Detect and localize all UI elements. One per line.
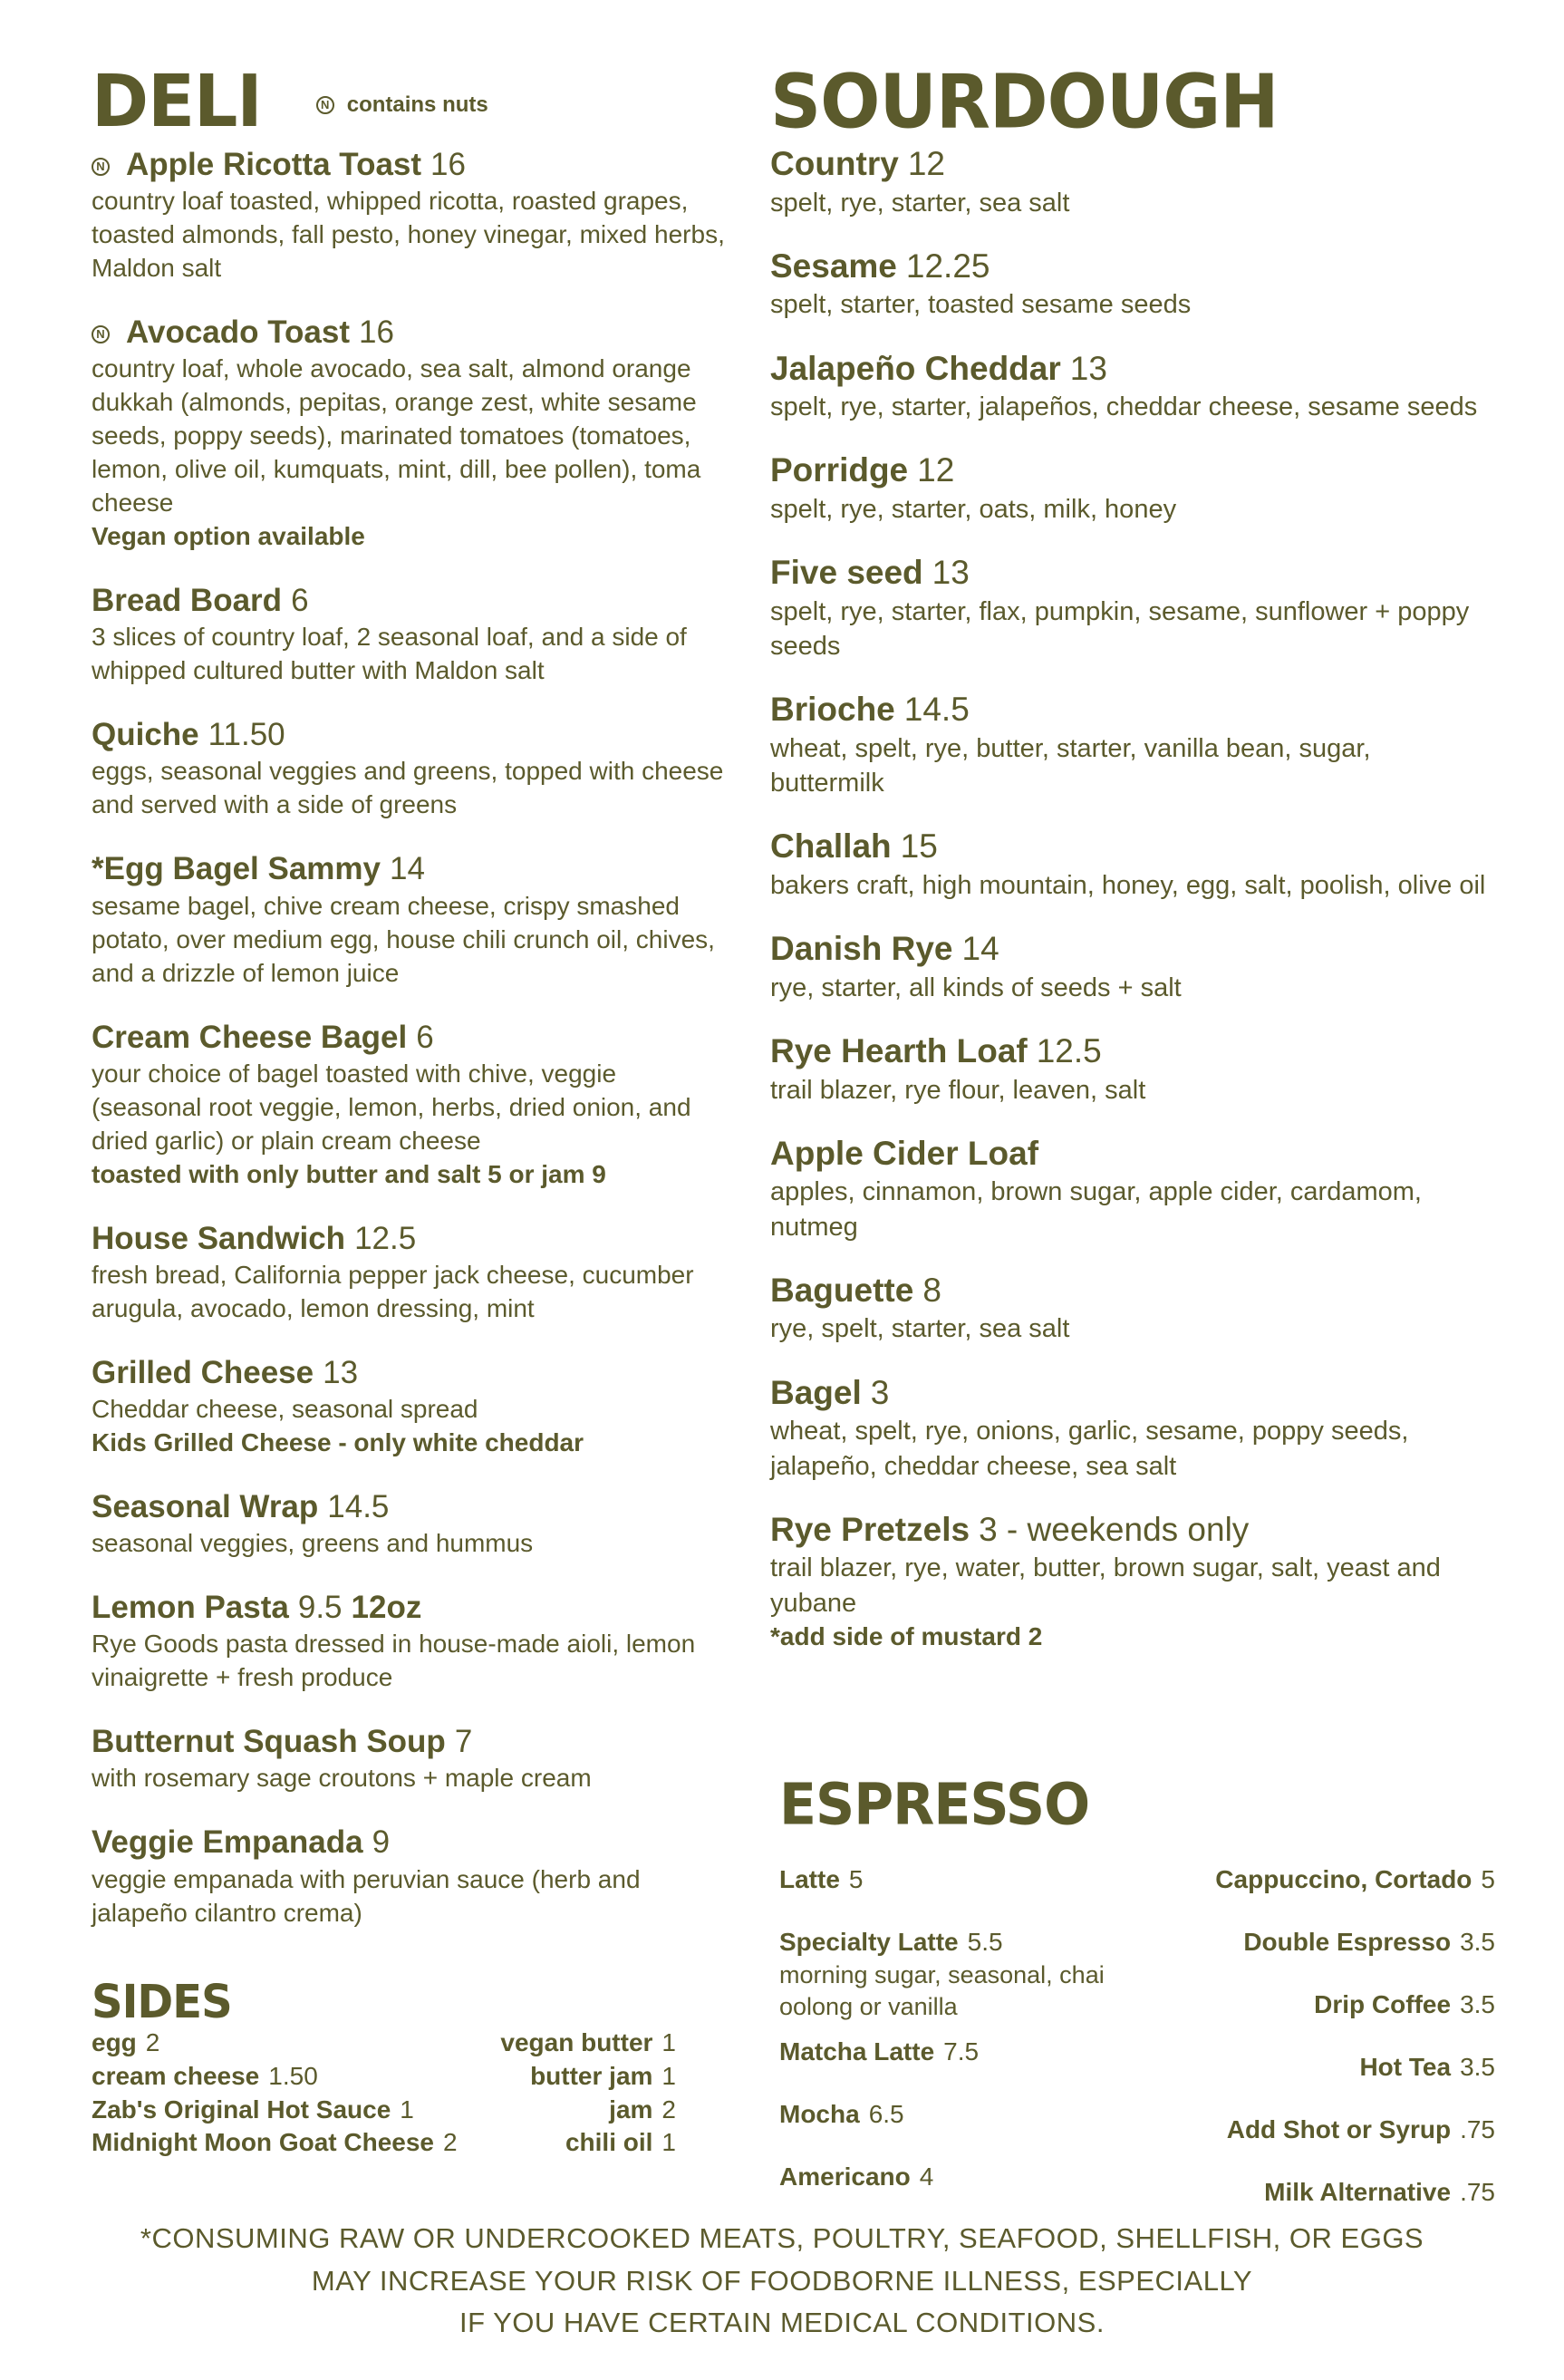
side-item-name: egg: [92, 2027, 137, 2056]
nut-icon: N: [316, 96, 334, 114]
drink-item-line: [1359, 2051, 1495, 2085]
side-item: [92, 2126, 458, 2160]
menu-item: [92, 314, 726, 554]
side-item-price: 2: [145, 2027, 160, 2056]
menu-item-price: 16: [430, 147, 466, 182]
menu-item-size: 12oz: [351, 1590, 422, 1626]
bread-item-price: 8: [922, 1271, 941, 1309]
bread-item-price: 14.5: [903, 691, 970, 729]
bread-item: [770, 930, 1486, 1005]
side-item-name: jam: [609, 2095, 653, 2124]
bread-item-name: Apple Cider Loaf: [770, 1134, 1039, 1172]
menu-item-price: 9: [372, 1824, 391, 1861]
sourdough-title: SOURDOUGH: [770, 59, 1279, 146]
bread-item: [770, 247, 1486, 323]
menu-item-name: Cream Cheese Bagel: [92, 1019, 408, 1055]
menu-item-title: [92, 1824, 726, 1861]
menu-item-name: Lemon Pasta: [92, 1590, 289, 1626]
drink-item-name: Hot Tea: [1359, 2052, 1452, 2081]
menu-item-description: Rye Goods pasta dressed in house-made aioli, lemon vinaigrette + fresh produce: [92, 1630, 696, 1692]
sides-left-column: [92, 2027, 458, 2161]
bread-item-name: Danish Rye: [770, 930, 953, 968]
bread-item-description: rye, starter, all kinds of seeds + salt: [770, 972, 1182, 1002]
menu-item-title: [92, 1020, 726, 1056]
drink-item: [1264, 2176, 1495, 2210]
bread-item: [770, 554, 1486, 663]
deli-header: [92, 58, 726, 144]
menu-item-price: 13: [323, 1354, 359, 1390]
menu-item-name: Apple Ricotta Toast: [126, 147, 422, 182]
side-item-name: cream cheese: [92, 2061, 260, 2090]
drink-item-line: [1314, 1988, 1495, 2022]
menu-item-note: toasted with only butter and salt 5 or jam 9: [92, 1159, 606, 1188]
menu-item-description: sesame bagel, chive cream cheese, crispy smashed potato, over medium egg, house chili crunch oil, chives, and a drizzle of lemon juice: [92, 891, 715, 987]
bread-item-name: Bagel: [770, 1373, 862, 1411]
bread-item: [770, 691, 1486, 800]
drink-item-line: [1215, 1863, 1495, 1897]
bread-item-name: Baguette: [770, 1271, 914, 1309]
menu-item-description: Cheddar cheese, seasonal spread: [92, 1394, 478, 1423]
menu-item-price: 16: [358, 314, 394, 351]
drink-item-price: 5: [848, 1865, 864, 1893]
bread-item-description: spelt, starter, toasted sesame seeds: [770, 290, 1192, 320]
bread-item-description: trail blazer, rye, water, butter, brown sugar, salt, yeast and yubane: [770, 1553, 1441, 1618]
side-item-name: vegan butter: [500, 2027, 653, 2056]
bread-item-title: [770, 247, 1486, 286]
drink-item-line: [779, 2161, 1160, 2194]
menu-item-title: [92, 1489, 726, 1525]
drink-item: [779, 2036, 1160, 2069]
drink-item-name: Americano: [779, 2162, 911, 2191]
side-item-price: 1: [661, 2027, 676, 2056]
menu-item: [92, 1590, 726, 1695]
menu-item-name: Bread Board: [92, 583, 283, 619]
drink-item-price: 4: [919, 2162, 934, 2191]
menu-item-description: fresh bread, California pepper jack cheese, cucumber arugula, avocado, lemon dressing, mint: [92, 1260, 694, 1322]
menu-item-title: [92, 147, 726, 183]
deli-title: DELI: [92, 58, 262, 144]
menu-item-description: with rosemary sage croutons + maple cream: [92, 1764, 592, 1793]
menu-item: [92, 1489, 726, 1561]
menu-item-price: 14: [390, 851, 425, 887]
menu-item-description: eggs, seasonal veggies and greens, topped with cheese and served with a side of greens: [92, 757, 724, 819]
menu-item-price: 14.5: [327, 1488, 390, 1524]
bread-item-description: spelt, rye, starter, jalapeños, cheddar cheese, sesame seeds: [770, 392, 1478, 422]
menu-item-name: Seasonal Wrap: [92, 1488, 319, 1524]
menu-item-price: 7: [454, 1724, 473, 1760]
side-item-price: 2: [443, 2128, 458, 2157]
drink-item-line: [779, 2098, 1160, 2132]
bread-item-description: apples, cinnamon, brown sugar, apple cider, cardamom, nutmeg: [770, 1177, 1422, 1242]
menu-item-price: 11.50: [208, 717, 285, 753]
bread-item-note: *add side of mustard 2: [770, 1621, 1043, 1650]
bread-item-price: 12.5: [1036, 1032, 1102, 1070]
nuts-legend: [316, 92, 488, 118]
drink-item-line: [779, 1926, 1160, 1959]
bread-item-title: [770, 554, 1486, 593]
side-item-price: 1: [661, 2128, 676, 2157]
bread-item-title: [770, 827, 1486, 866]
drink-item-name: Mocha: [779, 2100, 860, 2129]
side-item: [609, 2094, 676, 2127]
drink-item-name: Double Espresso: [1243, 1927, 1452, 1956]
bread-item-price: 12: [907, 145, 945, 182]
nut-icon: N: [92, 158, 110, 176]
drink-item-name: Milk Alternative: [1264, 2177, 1452, 2206]
side-item-price: 1: [661, 2061, 676, 2090]
sides-right-column: [500, 2027, 676, 2161]
bread-item-description: spelt, rye, starter, sea salt: [770, 188, 1070, 218]
bread-item-price: 12.25: [905, 247, 990, 285]
bread-item: [770, 1135, 1486, 1244]
bread-item: [770, 145, 1486, 220]
sides-list: [92, 2027, 676, 2161]
drink-item-line: [1243, 1926, 1495, 1959]
drink-item-name: Drip Coffee: [1314, 1989, 1452, 2018]
bread-item-title: [770, 1272, 1486, 1311]
bread-item-price: 13: [932, 554, 970, 592]
menu-item-price: 6: [291, 583, 309, 619]
drink-item-price: 3.5: [1460, 1927, 1495, 1956]
menu-item-description: your choice of bagel toasted with chive, veggie (seasonal root veggie, lemon, herbs, dried onion, and dried garlic) or plain cream cheese: [92, 1059, 691, 1155]
side-item-name: Zab's Original Hot Sauce: [92, 2095, 391, 2124]
drink-item-name: Specialty Latte: [779, 1927, 959, 1956]
bread-item-title: [770, 350, 1486, 389]
menu-item-price: 12.5: [354, 1220, 417, 1256]
bread-item-name: Porridge: [770, 451, 909, 489]
bread-item-name: Jalapeño Cheddar: [770, 349, 1061, 387]
drink-item: [1215, 1863, 1495, 1897]
bread-item-price: 14: [961, 930, 999, 968]
menu-item: [92, 1355, 726, 1460]
bread-item-title: [770, 145, 1486, 184]
bread-item-price: 3: [870, 1373, 890, 1411]
menu-item: [92, 1221, 726, 1326]
side-item: [92, 2060, 458, 2094]
bread-item-name: Brioche: [770, 691, 895, 729]
sourdough-menu-list: [770, 145, 1486, 1654]
drink-item-price: 5: [1481, 1865, 1495, 1893]
sourdough-column: [770, 59, 1486, 1681]
menu-item-price: 9.5: [297, 1590, 343, 1626]
drink-item-name: Latte: [779, 1865, 840, 1893]
espresso-title: ESPRESSO: [779, 1771, 1090, 1839]
menu-item: [92, 1020, 726, 1192]
bread-item: [770, 1374, 1486, 1484]
menu-item: [92, 717, 726, 822]
drink-item: [1314, 1988, 1495, 2022]
bread-item-name: Rye Hearth Loaf: [770, 1032, 1028, 1070]
menu-item-title: [92, 851, 726, 887]
menu-item-description: country loaf toasted, whipped ricotta, roasted grapes, toasted almonds, fall pesto, honey vinegar, mixed herbs, Maldon salt: [92, 187, 725, 283]
menu-item: [92, 1724, 726, 1795]
side-item-price: 1.50: [268, 2061, 318, 2090]
drink-item: [1359, 2051, 1495, 2085]
menu-item-description: country loaf, whole avocado, sea salt, almond orange dukkah (almonds, pepitas, orange zest, white sesame seeds, poppy seeds), marinated tomatoes (tomatoes, lemon, olive oil, kumquats, mint, dill, bee pollen), toma cheese: [92, 354, 701, 518]
menu-item: [92, 147, 726, 285]
drink-item-line: [1227, 2114, 1495, 2147]
side-item-price: 1: [400, 2095, 414, 2124]
menu-item-price: 6: [416, 1019, 434, 1055]
menu-item-title: [92, 1355, 726, 1391]
menu-item-title: [92, 717, 726, 753]
drink-item-price: 5.5: [967, 1927, 1003, 1956]
menu-item-title: [92, 1590, 726, 1626]
bread-item-description: bakers craft, high mountain, honey, egg, salt, poolish, olive oil: [770, 870, 1486, 900]
bread-item-price: 15: [900, 827, 938, 866]
bread-item: [770, 451, 1486, 527]
drink-item: [779, 2098, 1160, 2132]
bread-item-description: spelt, rye, starter, oats, milk, honey: [770, 494, 1177, 524]
disclaimer-line: MAY INCREASE YOUR RISK OF FOODBORNE ILLNESS, ESPECIALLY: [311, 2264, 1253, 2297]
side-item: [530, 2060, 676, 2094]
menu-item-description: 3 slices of country loaf, 2 seasonal loaf, and a side of whipped cultured butter with Maldon salt: [92, 623, 687, 685]
bread-item-description: wheat, spelt, rye, onions, garlic, sesame, poppy seeds, jalapeño, cheddar cheese, sea salt: [770, 1417, 1409, 1481]
bread-item: [770, 827, 1486, 903]
deli-column: [92, 58, 726, 2160]
menu-item-note: Vegan option available: [92, 522, 365, 551]
bread-item: [770, 1272, 1486, 1347]
drink-item-options: morning sugar, seasonal, chai oolong or vanilla: [779, 1960, 1105, 2020]
espresso-list: [779, 1863, 1495, 2239]
nut-icon: N: [92, 325, 110, 343]
bread-item-title: [770, 930, 1486, 969]
drink-item: [779, 1863, 1160, 1897]
menu-item-note: Kids Grilled Cheese - only white cheddar: [92, 1427, 584, 1456]
drink-item-price: .75: [1460, 2114, 1495, 2143]
drink-item-price: .75: [1460, 2177, 1495, 2206]
bread-item-title: [770, 1135, 1486, 1174]
drink-item-name: Add Shot or Syrup: [1226, 2114, 1452, 2143]
nuts-legend-label: contains nuts: [346, 92, 488, 117]
bread-item-title: [770, 1511, 1486, 1550]
side-item-price: 2: [661, 2095, 676, 2124]
menu-item-name: House Sandwich: [92, 1220, 346, 1256]
drink-item: [779, 2161, 1160, 2194]
menu-item: [92, 583, 726, 688]
menu-item-title: [92, 1724, 726, 1760]
deli-menu-list: [92, 147, 726, 1930]
drink-item-line: [779, 1863, 1160, 1897]
health-disclaimer: [0, 2218, 1564, 2345]
menu-item-description: veggie empanada with peruvian sauce (herb and jalapeño cilantro crema): [92, 1864, 641, 1927]
side-item-name: chili oil: [565, 2128, 653, 2157]
bread-item-title: [770, 1374, 1486, 1413]
side-item: [92, 2094, 458, 2127]
drink-item-name: Cappuccino, Cortado: [1215, 1865, 1472, 1893]
bread-item-description: trail blazer, rye flour, leaven, salt: [770, 1075, 1146, 1105]
drink-item-price: 3.5: [1460, 2052, 1495, 2081]
side-item: [92, 2027, 458, 2060]
bread-item-description: rye, spelt, starter, sea salt: [770, 1314, 1070, 1344]
bread-item: [770, 1032, 1486, 1108]
menu-item-name: Grilled Cheese: [92, 1354, 314, 1390]
bread-item-price: 3 - weekends only: [979, 1510, 1250, 1548]
bread-item-title: [770, 691, 1486, 730]
menu-item-description: seasonal veggies, greens and hummus: [92, 1529, 534, 1558]
menu-item-title: [92, 583, 726, 619]
bread-item: [770, 1511, 1486, 1654]
bread-item-name: Challah: [770, 827, 892, 866]
espresso-section: [779, 1771, 1495, 2239]
menu-item: [92, 1824, 726, 1930]
side-item: [565, 2126, 676, 2160]
menu-item-title: [92, 314, 726, 351]
drink-item-line: [779, 2036, 1160, 2069]
menu-item-name: Butternut Squash Soup: [92, 1724, 446, 1760]
menu-item-name: Veggie Empanada: [92, 1824, 363, 1861]
bread-item-title: [770, 1032, 1486, 1071]
side-item: [500, 2027, 676, 2060]
side-item-name: Midnight Moon Goat Cheese: [92, 2128, 434, 2157]
bread-item-name: Country: [770, 145, 899, 182]
bread-item-price: 13: [1069, 349, 1107, 387]
drink-item-name: Matcha Latte: [779, 2037, 935, 2066]
bread-item-name: Sesame: [770, 247, 897, 285]
bread-item-price: 12: [917, 451, 955, 489]
bread-item-title: [770, 451, 1486, 490]
drink-item: [779, 1926, 1160, 2023]
drink-item-line: [1264, 2176, 1495, 2210]
bread-item-name: Five seed: [770, 554, 923, 592]
espresso-right-column: [1215, 1863, 1495, 2239]
bread-item-description: spelt, rye, starter, flax, pumpkin, sesame, sunflower + poppy seeds: [770, 596, 1470, 662]
sides-title: SIDES: [92, 1975, 232, 2029]
bread-item-name: Rye Pretzels: [770, 1510, 970, 1548]
menu-item-name: *Egg Bagel Sammy: [92, 851, 381, 887]
disclaimer-line: *CONSUMING RAW OR UNDERCOOKED MEATS, POULTRY, SEAFOOD, SHELLFISH, OR EGGS: [140, 2222, 1424, 2254]
drink-item: [1227, 2114, 1495, 2147]
drink-item: [1243, 1926, 1495, 1959]
drink-item-price: 6.5: [868, 2100, 904, 2129]
menu-item-name: Avocado Toast: [126, 314, 350, 351]
disclaimer-line: IF YOU HAVE CERTAIN MEDICAL CONDITIONS.: [459, 2307, 1105, 2338]
drink-item-price: 3.5: [1460, 1989, 1495, 2018]
bread-item-description: wheat, spelt, rye, butter, starter, vanilla bean, sugar, buttermilk: [770, 733, 1371, 798]
espresso-left-column: [779, 1863, 1160, 2239]
menu-item-name: Quiche: [92, 717, 199, 753]
menu-item: [92, 851, 726, 990]
side-item-name: butter jam: [530, 2061, 653, 2090]
bread-item: [770, 350, 1486, 425]
drink-item-price: 7.5: [943, 2037, 980, 2066]
menu-item-title: [92, 1221, 726, 1257]
